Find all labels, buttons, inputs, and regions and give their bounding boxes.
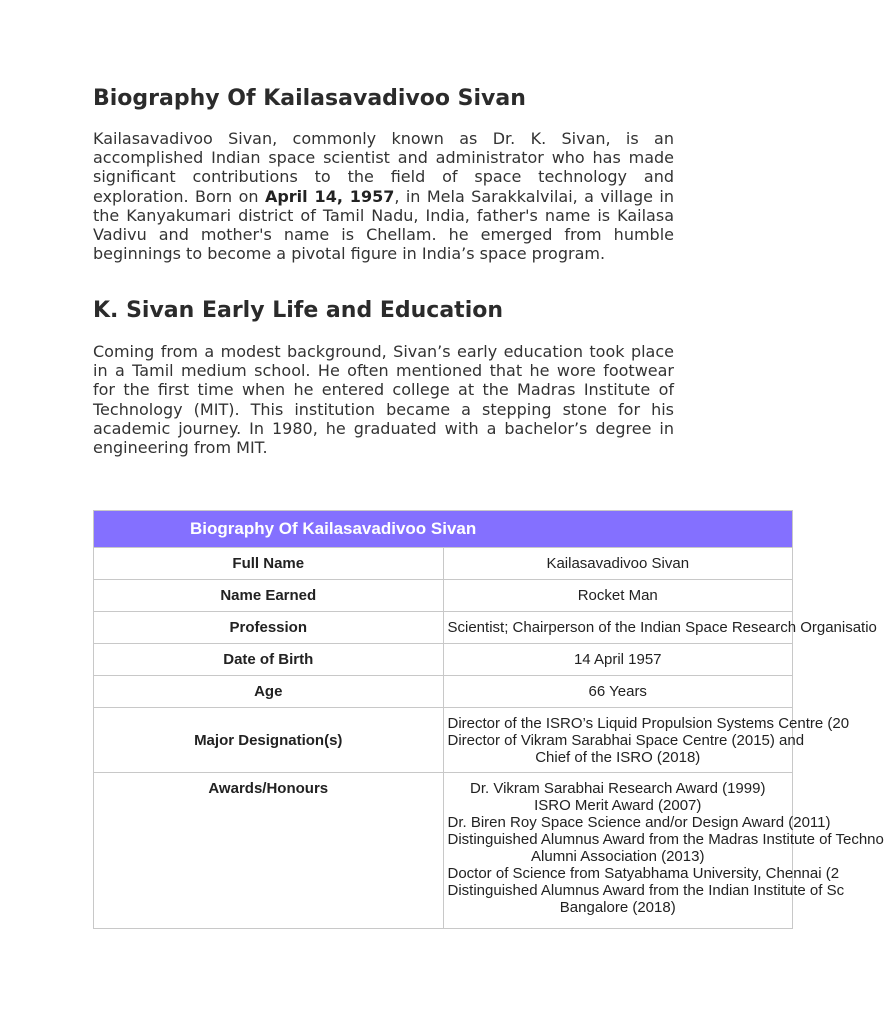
award-line: Alumni Association (2013) — [531, 848, 705, 865]
biography-table — [93, 510, 884, 929]
award-line: Bangalore (2018) — [559, 899, 676, 916]
table-row — [94, 773, 793, 929]
table-row — [94, 644, 793, 676]
birth-date-bold: April 14, 1957 — [264, 186, 395, 206]
table-row — [94, 580, 793, 612]
designation-line: Director of Vikram Sarabhai Space Centre (2015) and — [447, 731, 805, 749]
table-row — [94, 676, 793, 708]
award-line: Dr. Vikram Sarabhai Research Award (1999) — [470, 780, 766, 797]
intro-text-start: Kailasavadivoo Sivan, commonly known as Dr. K. Sivan, is an accomplished Indian space scientist and administrator who has made significant contributions to the field of space technology and exploration. Born on — [93, 129, 674, 206]
row-value — [443, 773, 884, 929]
table-header — [94, 511, 793, 548]
row-label: Name Earned — [94, 580, 444, 612]
row-label: Full Name — [94, 548, 444, 580]
early-life-paragraph: Coming from a modest background, Sivan’s early education took place in a Tamil medium school. He often mentioned that he wore footwear for the first time when he entered college at the Madras Institute of Technology (MIT). This institution became a stepping stone for his academic journey. In 1980, he graduated with a bachelor’s degree in engineering from MIT. — [93, 342, 674, 458]
row-value — [443, 708, 850, 773]
table-row — [94, 708, 793, 773]
table-row — [94, 548, 793, 580]
article — [93, 0, 884, 1024]
row-label: Awards/Honours — [94, 773, 444, 929]
award-line: Distinguished Alumnus Award from the Indian Institute of Sc — [447, 882, 845, 899]
row-value: Rocket Man — [443, 580, 793, 612]
designation-line: Chief of the ISRO (2018) — [535, 748, 701, 766]
page-title: Biography Of Kailasavadivoo Sivan — [93, 86, 526, 111]
intro-paragraph — [93, 129, 674, 263]
award-line: Distinguished Alumnus Award from the Madras Institute of Techno — [447, 831, 884, 848]
row-value: 14 April 1957 — [443, 644, 793, 676]
table-row — [94, 612, 793, 644]
row-label: Date of Birth — [94, 644, 444, 676]
row-value: 66 Years — [443, 676, 793, 708]
row-value: Kailasavadivoo Sivan — [443, 548, 793, 580]
award-line: Dr. Biren Roy Space Science and/or Design Award (2011) — [447, 814, 831, 831]
designation-line: Director of the ISRO’s Liquid Propulsion Systems Centre (20 — [447, 714, 850, 732]
award-line: ISRO Merit Award (2007) — [534, 797, 702, 814]
row-value: Scientist; Chairperson of the Indian Space Research Organisatio — [443, 612, 793, 644]
table-header-text: Biography Of Kailasavadivoo Sivan — [190, 519, 477, 538]
intro-text-end: , in Mela Sarakkalvilai, a village in the Kanyakumari district of Tamil Nadu, India, father's name is Kailasa Vadivu and mother's name is Chellam. he emerged from humble beginnings to become a pivotal figure in India’s space program. — [93, 186, 674, 264]
section-heading-early-life: K. Sivan Early Life and Education — [93, 298, 504, 323]
row-label: Profession — [94, 612, 444, 644]
award-line: Doctor of Science from Satyabhama University, Chennai (2 — [447, 865, 840, 882]
row-label: Age — [94, 676, 444, 708]
row-label: Major Designation(s) — [94, 708, 444, 773]
